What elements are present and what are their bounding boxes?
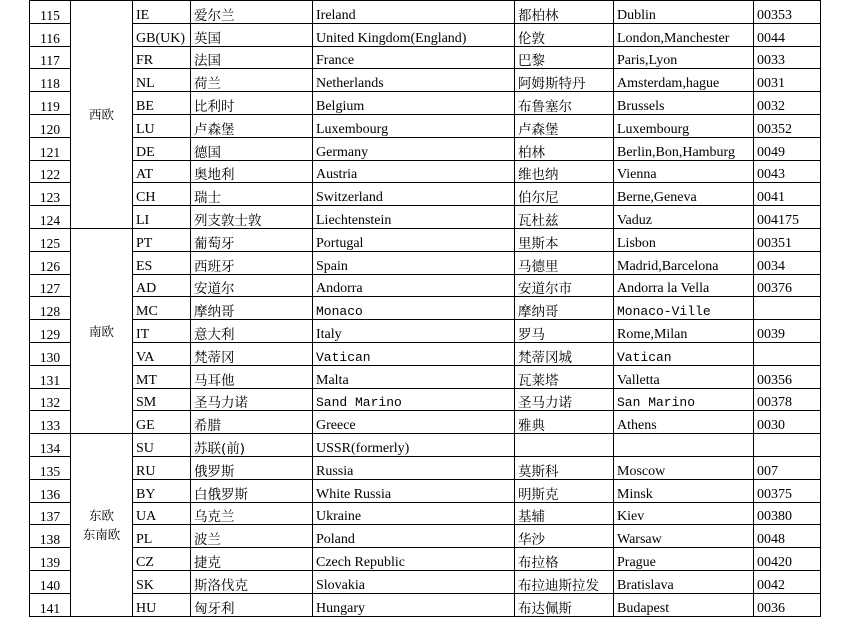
table-row xyxy=(30,548,821,571)
country-name-en: Vatican xyxy=(313,342,515,365)
country-name-cn: 乌克兰 xyxy=(191,502,313,525)
country-code: IE xyxy=(133,1,191,24)
capital-name-cn: 安道尔市 xyxy=(515,274,614,297)
table-row xyxy=(30,525,821,548)
table-row xyxy=(30,228,821,251)
country-code: BE xyxy=(133,92,191,115)
dialing-code: 004175 xyxy=(754,206,821,229)
row-number: 120 xyxy=(30,114,71,137)
region-label xyxy=(71,228,133,433)
row-number: 119 xyxy=(30,92,71,115)
country-code: VA xyxy=(133,342,191,365)
capital-name-cn: 伯尔尼 xyxy=(515,183,614,206)
dialing-code: 0034 xyxy=(754,251,821,274)
table-row xyxy=(30,570,821,593)
country-name-en: Greece xyxy=(313,411,515,434)
row-number: 122 xyxy=(30,160,71,183)
country-name-en: Germany xyxy=(313,137,515,160)
row-number: 128 xyxy=(30,297,71,320)
capital-name-en: Paris,Lyon xyxy=(614,46,754,69)
country-name-en: Luxembourg xyxy=(313,114,515,137)
capital-name-en: Minsk xyxy=(614,479,754,502)
country-name-en: Liechtenstein xyxy=(313,206,515,229)
country-code: BY xyxy=(133,479,191,502)
country-code: NL xyxy=(133,69,191,92)
country-code: DE xyxy=(133,137,191,160)
dialing-code: 0048 xyxy=(754,525,821,548)
country-code: AD xyxy=(133,274,191,297)
country-name-cn: 爱尔兰 xyxy=(191,1,313,24)
country-code: UA xyxy=(133,502,191,525)
capital-name-cn: 巴黎 xyxy=(515,46,614,69)
country-name-cn: 西班牙 xyxy=(191,251,313,274)
capital-name-en: Prague xyxy=(614,548,754,571)
dialing-code: 0049 xyxy=(754,137,821,160)
dialing-code: 00420 xyxy=(754,548,821,571)
dialing-code: 0043 xyxy=(754,160,821,183)
dialing-code: 0039 xyxy=(754,320,821,343)
capital-name-cn: 华沙 xyxy=(515,525,614,548)
country-name-en: Italy xyxy=(313,320,515,343)
country-name-cn: 法国 xyxy=(191,46,313,69)
dialing-code: 0036 xyxy=(754,593,821,616)
country-name-en: Ireland xyxy=(313,1,515,24)
capital-name-en: Vaduz xyxy=(614,206,754,229)
capital-name-cn: 雅典 xyxy=(515,411,614,434)
capital-name-en: Andorra la Vella xyxy=(614,274,754,297)
capital-name-en: Berlin,Bon,Hamburg xyxy=(614,137,754,160)
country-name-en: Malta xyxy=(313,365,515,388)
capital-name-en: Brussels xyxy=(614,92,754,115)
capital-name-cn: 阿姆斯特丹 xyxy=(515,69,614,92)
country-name-cn: 波兰 xyxy=(191,525,313,548)
table-row xyxy=(30,274,821,297)
table-row xyxy=(30,1,821,24)
country-name-cn: 圣马力诺 xyxy=(191,388,313,411)
dialing-code xyxy=(754,434,821,457)
country-name-en: Netherlands xyxy=(313,69,515,92)
row-number: 129 xyxy=(30,320,71,343)
country-name-cn: 比利时 xyxy=(191,92,313,115)
table-row xyxy=(30,593,821,616)
capital-name-cn: 布鲁塞尔 xyxy=(515,92,614,115)
country-name-cn: 安道尔 xyxy=(191,274,313,297)
table-row xyxy=(30,183,821,206)
region-label-line: 南欧 xyxy=(88,323,114,339)
country-name-cn: 英国 xyxy=(191,23,313,46)
country-name-cn: 德国 xyxy=(191,137,313,160)
capital-name-cn: 摩纳哥 xyxy=(515,297,614,320)
country-name-cn: 俄罗斯 xyxy=(191,456,313,479)
table-row xyxy=(30,320,821,343)
capital-name-en: London,Manchester xyxy=(614,23,754,46)
country-code: FR xyxy=(133,46,191,69)
capital-name-cn: 圣马力诺 xyxy=(515,388,614,411)
region-label xyxy=(71,434,133,616)
capital-name-en: Vienna xyxy=(614,160,754,183)
row-number: 117 xyxy=(30,46,71,69)
capital-name-cn: 罗马 xyxy=(515,320,614,343)
country-code: AT xyxy=(133,160,191,183)
country-name-cn: 葡萄牙 xyxy=(191,228,313,251)
row-number: 131 xyxy=(30,365,71,388)
country-name-en: Belgium xyxy=(313,92,515,115)
capital-name-cn: 基辅 xyxy=(515,502,614,525)
country-name-en: Ukraine xyxy=(313,502,515,525)
row-number: 123 xyxy=(30,183,71,206)
capital-name-en: Kiev xyxy=(614,502,754,525)
capital-name-cn: 伦敦 xyxy=(515,23,614,46)
country-name-cn: 卢森堡 xyxy=(191,114,313,137)
table-row xyxy=(30,342,821,365)
capital-name-cn: 瓦莱塔 xyxy=(515,365,614,388)
capital-name-cn: 马德里 xyxy=(515,251,614,274)
country-name-en: Hungary xyxy=(313,593,515,616)
table-row xyxy=(30,411,821,434)
capital-name-cn: 莫斯科 xyxy=(515,456,614,479)
country-name-cn: 苏联(前) xyxy=(191,434,313,457)
table-row xyxy=(30,160,821,183)
country-code: ES xyxy=(133,251,191,274)
country-name-en: Poland xyxy=(313,525,515,548)
row-number: 115 xyxy=(30,1,71,24)
country-name-cn: 梵蒂冈 xyxy=(191,342,313,365)
row-number: 132 xyxy=(30,388,71,411)
row-number: 139 xyxy=(30,548,71,571)
country-name-cn: 列支敦士敦 xyxy=(191,206,313,229)
country-name-en: Andorra xyxy=(313,274,515,297)
country-code: SK xyxy=(133,570,191,593)
capital-name-en: Budapest xyxy=(614,593,754,616)
region-label-line: 西欧 xyxy=(88,106,114,122)
country-name-en: Switzerland xyxy=(313,183,515,206)
country-name-en: Portugal xyxy=(313,228,515,251)
capital-name-en: Rome,Milan xyxy=(614,320,754,343)
region-label xyxy=(71,1,133,229)
country-name-en: France xyxy=(313,46,515,69)
table-row xyxy=(30,297,821,320)
capital-name-en: Bratislava xyxy=(614,570,754,593)
capital-name-en xyxy=(614,434,754,457)
capital-name-en: Vatican xyxy=(614,342,754,365)
row-number: 133 xyxy=(30,411,71,434)
row-number: 135 xyxy=(30,456,71,479)
country-code: GB(UK) xyxy=(133,23,191,46)
table-row xyxy=(30,69,821,92)
dialing-code: 0032 xyxy=(754,92,821,115)
country-code: CZ xyxy=(133,548,191,571)
country-name-cn: 瑞士 xyxy=(191,183,313,206)
row-number: 126 xyxy=(30,251,71,274)
table-row xyxy=(30,137,821,160)
table-row xyxy=(30,23,821,46)
country-name-cn: 奥地利 xyxy=(191,160,313,183)
row-number: 140 xyxy=(30,570,71,593)
country-name-cn: 意大利 xyxy=(191,320,313,343)
row-number: 137 xyxy=(30,502,71,525)
country-name-cn: 希腊 xyxy=(191,411,313,434)
country-name-en: USSR(formerly) xyxy=(313,434,515,457)
table-row xyxy=(30,456,821,479)
country-name-en: Czech Republic xyxy=(313,548,515,571)
table-row xyxy=(30,251,821,274)
country-name-en: Russia xyxy=(313,456,515,479)
country-code: HU xyxy=(133,593,191,616)
dialing-code: 00380 xyxy=(754,502,821,525)
country-name-cn: 斯洛伐克 xyxy=(191,570,313,593)
capital-name-cn: 布拉迪斯拉发 xyxy=(515,570,614,593)
country-code: SM xyxy=(133,388,191,411)
country-name-cn: 匈牙利 xyxy=(191,593,313,616)
row-number: 124 xyxy=(30,206,71,229)
country-name-en: White Russia xyxy=(313,479,515,502)
capital-name-cn: 维也纳 xyxy=(515,160,614,183)
country-code: CH xyxy=(133,183,191,206)
dialing-code xyxy=(754,297,821,320)
dialing-code xyxy=(754,342,821,365)
country-code-table xyxy=(29,0,821,617)
capital-name-en: Luxembourg xyxy=(614,114,754,137)
table-row xyxy=(30,206,821,229)
country-code: SU xyxy=(133,434,191,457)
dialing-code: 0041 xyxy=(754,183,821,206)
row-number: 118 xyxy=(30,69,71,92)
row-number: 136 xyxy=(30,479,71,502)
table-row xyxy=(30,388,821,411)
country-name-en: Spain xyxy=(313,251,515,274)
capital-name-cn: 布达佩斯 xyxy=(515,593,614,616)
capital-name-en: Dublin xyxy=(614,1,754,24)
dialing-code: 00353 xyxy=(754,1,821,24)
row-number: 141 xyxy=(30,593,71,616)
capital-name-en: Warsaw xyxy=(614,525,754,548)
row-number: 127 xyxy=(30,274,71,297)
dialing-code: 0044 xyxy=(754,23,821,46)
country-name-cn: 白俄罗斯 xyxy=(191,479,313,502)
dialing-code: 00351 xyxy=(754,228,821,251)
table-row xyxy=(30,365,821,388)
country-code: RU xyxy=(133,456,191,479)
capital-name-en: Berne,Geneva xyxy=(614,183,754,206)
country-name-cn: 摩纳哥 xyxy=(191,297,313,320)
dialing-code: 00356 xyxy=(754,365,821,388)
dialing-code: 00352 xyxy=(754,114,821,137)
country-name-en: United Kingdom(England) xyxy=(313,23,515,46)
table-row xyxy=(30,479,821,502)
country-code: PT xyxy=(133,228,191,251)
dialing-code: 00378 xyxy=(754,388,821,411)
dialing-code: 00375 xyxy=(754,479,821,502)
country-name-cn: 荷兰 xyxy=(191,69,313,92)
capital-name-cn: 柏林 xyxy=(515,137,614,160)
dialing-code: 00376 xyxy=(754,274,821,297)
dialing-code: 0042 xyxy=(754,570,821,593)
row-number: 130 xyxy=(30,342,71,365)
dialing-code: 0031 xyxy=(754,69,821,92)
table-row xyxy=(30,92,821,115)
region-label-line: 东南欧 xyxy=(82,526,121,542)
row-number: 116 xyxy=(30,23,71,46)
capital-name-cn: 梵蒂冈城 xyxy=(515,342,614,365)
country-name-en: Austria xyxy=(313,160,515,183)
country-name-cn: 捷克 xyxy=(191,548,313,571)
row-number: 138 xyxy=(30,525,71,548)
country-name-en: Slovakia xyxy=(313,570,515,593)
country-code: PL xyxy=(133,525,191,548)
row-number: 134 xyxy=(30,434,71,457)
capital-name-cn: 里斯本 xyxy=(515,228,614,251)
country-code: LI xyxy=(133,206,191,229)
dialing-code: 0033 xyxy=(754,46,821,69)
table-row xyxy=(30,502,821,525)
capital-name-cn: 都柏林 xyxy=(515,1,614,24)
country-name-cn: 马耳他 xyxy=(191,365,313,388)
row-number: 121 xyxy=(30,137,71,160)
country-code: MC xyxy=(133,297,191,320)
capital-name-cn xyxy=(515,434,614,457)
capital-name-en: Moscow xyxy=(614,456,754,479)
country-name-en: Sand Marino xyxy=(313,388,515,411)
capital-name-en: Lisbon xyxy=(614,228,754,251)
capital-name-en: Valletta xyxy=(614,365,754,388)
dialing-code: 0030 xyxy=(754,411,821,434)
capital-name-cn: 明斯克 xyxy=(515,479,614,502)
country-code: IT xyxy=(133,320,191,343)
country-name-en: Monaco xyxy=(313,297,515,320)
table-row xyxy=(30,46,821,69)
row-number: 125 xyxy=(30,228,71,251)
capital-name-cn: 瓦杜兹 xyxy=(515,206,614,229)
region-label-line: 东欧 xyxy=(88,507,114,523)
capital-name-en: Amsterdam,hague xyxy=(614,69,754,92)
capital-name-en: Athens xyxy=(614,411,754,434)
table-body xyxy=(30,1,821,617)
table-row xyxy=(30,434,821,457)
dialing-code: 007 xyxy=(754,456,821,479)
capital-name-en: Madrid,Barcelona xyxy=(614,251,754,274)
capital-name-cn: 布拉格 xyxy=(515,548,614,571)
country-code: LU xyxy=(133,114,191,137)
capital-name-en: San Marino xyxy=(614,388,754,411)
capital-name-en: Monaco-Ville xyxy=(614,297,754,320)
country-code: GE xyxy=(133,411,191,434)
table-row xyxy=(30,114,821,137)
country-code: MT xyxy=(133,365,191,388)
capital-name-cn: 卢森堡 xyxy=(515,114,614,137)
